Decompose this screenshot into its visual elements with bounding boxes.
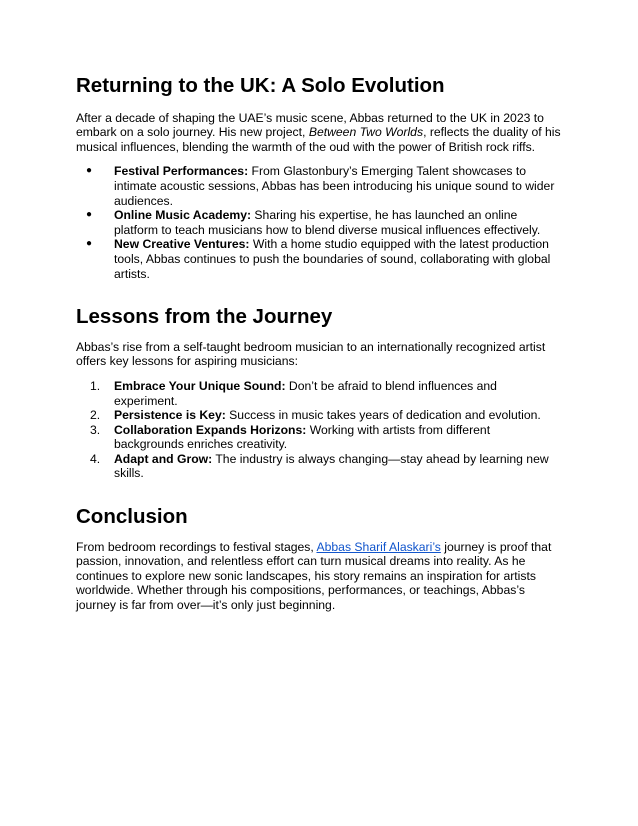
intro-text-end: , reflects the duality of his musical influences, blending the warmth of the oud with the power of British rock riffs. — [76, 125, 561, 154]
section-intro: Abbas’s rise from a self-taught bedroom musician to an internationally recognized artist offers key lessons for aspiring musicians: — [76, 339, 546, 369]
bullet-list — [76, 164, 562, 281]
item-text: Sharing his expertise, he has launched an online platform to teach musicians how to blend diverse musical influences effectively. — [114, 208, 541, 237]
item-label: New Creative Ventures: — [114, 237, 250, 252]
item-number: 4. — [90, 451, 101, 466]
item-label: Festival Performances: — [114, 164, 249, 179]
list-item — [76, 423, 562, 452]
item-number: 3. — [90, 422, 101, 437]
item-text: The industry is always changing—stay ahead by learning new skills. — [114, 451, 549, 481]
list-item — [76, 237, 562, 281]
item-label: Adapt and Grow: — [114, 451, 213, 466]
bullet-icon: ● — [86, 165, 93, 177]
project-title: Between Two Worlds — [308, 125, 424, 140]
item-label: Embrace Your Unique Sound: — [114, 378, 286, 393]
list-item — [76, 164, 562, 208]
list-item — [76, 208, 562, 237]
bullet-icon: ● — [86, 209, 93, 221]
section-heading: Conclusion — [76, 505, 188, 529]
conclusion-text-start: From bedroom recordings to festival stages, — [76, 539, 317, 554]
item-text: From Glastonbury’s Emerging Talent showcases to intimate acoustic sessions, Abbas has been introducing his unique sound to wider audiences. — [114, 164, 555, 208]
section-returning-uk — [76, 74, 562, 281]
artist-link[interactable]: Abbas Sharif Alaskari’s — [316, 539, 441, 554]
item-text: Success in music takes years of dedication and evolution. — [225, 408, 541, 423]
section-conclusion — [76, 505, 562, 613]
intro-text: After a decade of shaping the UAE’s music scene, Abbas returned to the UK in 2023 to embark on a solo journey. His new project, — [76, 110, 544, 140]
item-number: 1. — [90, 378, 101, 393]
conclusion-text-end: journey is proof that passion, innovation, and relentless effort can turn musical dreams into reality. As he continues to explore new sonic landscapes, his story remains an inspiration for artists worldwide. Whether through his compositions, performances, or teachings, Abbas’s journey is far from over—it’s only just beginning. — [76, 539, 552, 613]
item-label: Persistence is Key: — [114, 408, 226, 423]
item-label: Online Music Academy: — [114, 208, 252, 223]
list-item — [76, 452, 562, 481]
numbered-list — [76, 379, 562, 481]
item-label: Collaboration Expands Horizons: — [114, 422, 307, 437]
item-number: 2. — [90, 408, 101, 423]
bullet-icon: ● — [86, 238, 93, 250]
item-text: Don’t be afraid to blend influences and experiment. — [114, 378, 497, 408]
section-lessons — [76, 305, 562, 481]
section-heading: Returning to the UK: A Solo Evolution — [76, 74, 445, 97]
list-item — [76, 408, 562, 423]
item-text: Working with artists from different backgrounds enriches creativity. — [114, 422, 491, 452]
list-item — [76, 379, 562, 408]
conclusion-text — [76, 540, 562, 613]
item-text: With a home studio equipped with the latest production tools, Abbas continues to push the boundaries of sound, collaborating with global artists. — [114, 237, 551, 281]
section-heading: Lessons from the Journey — [76, 305, 333, 329]
section-intro — [76, 111, 562, 155]
